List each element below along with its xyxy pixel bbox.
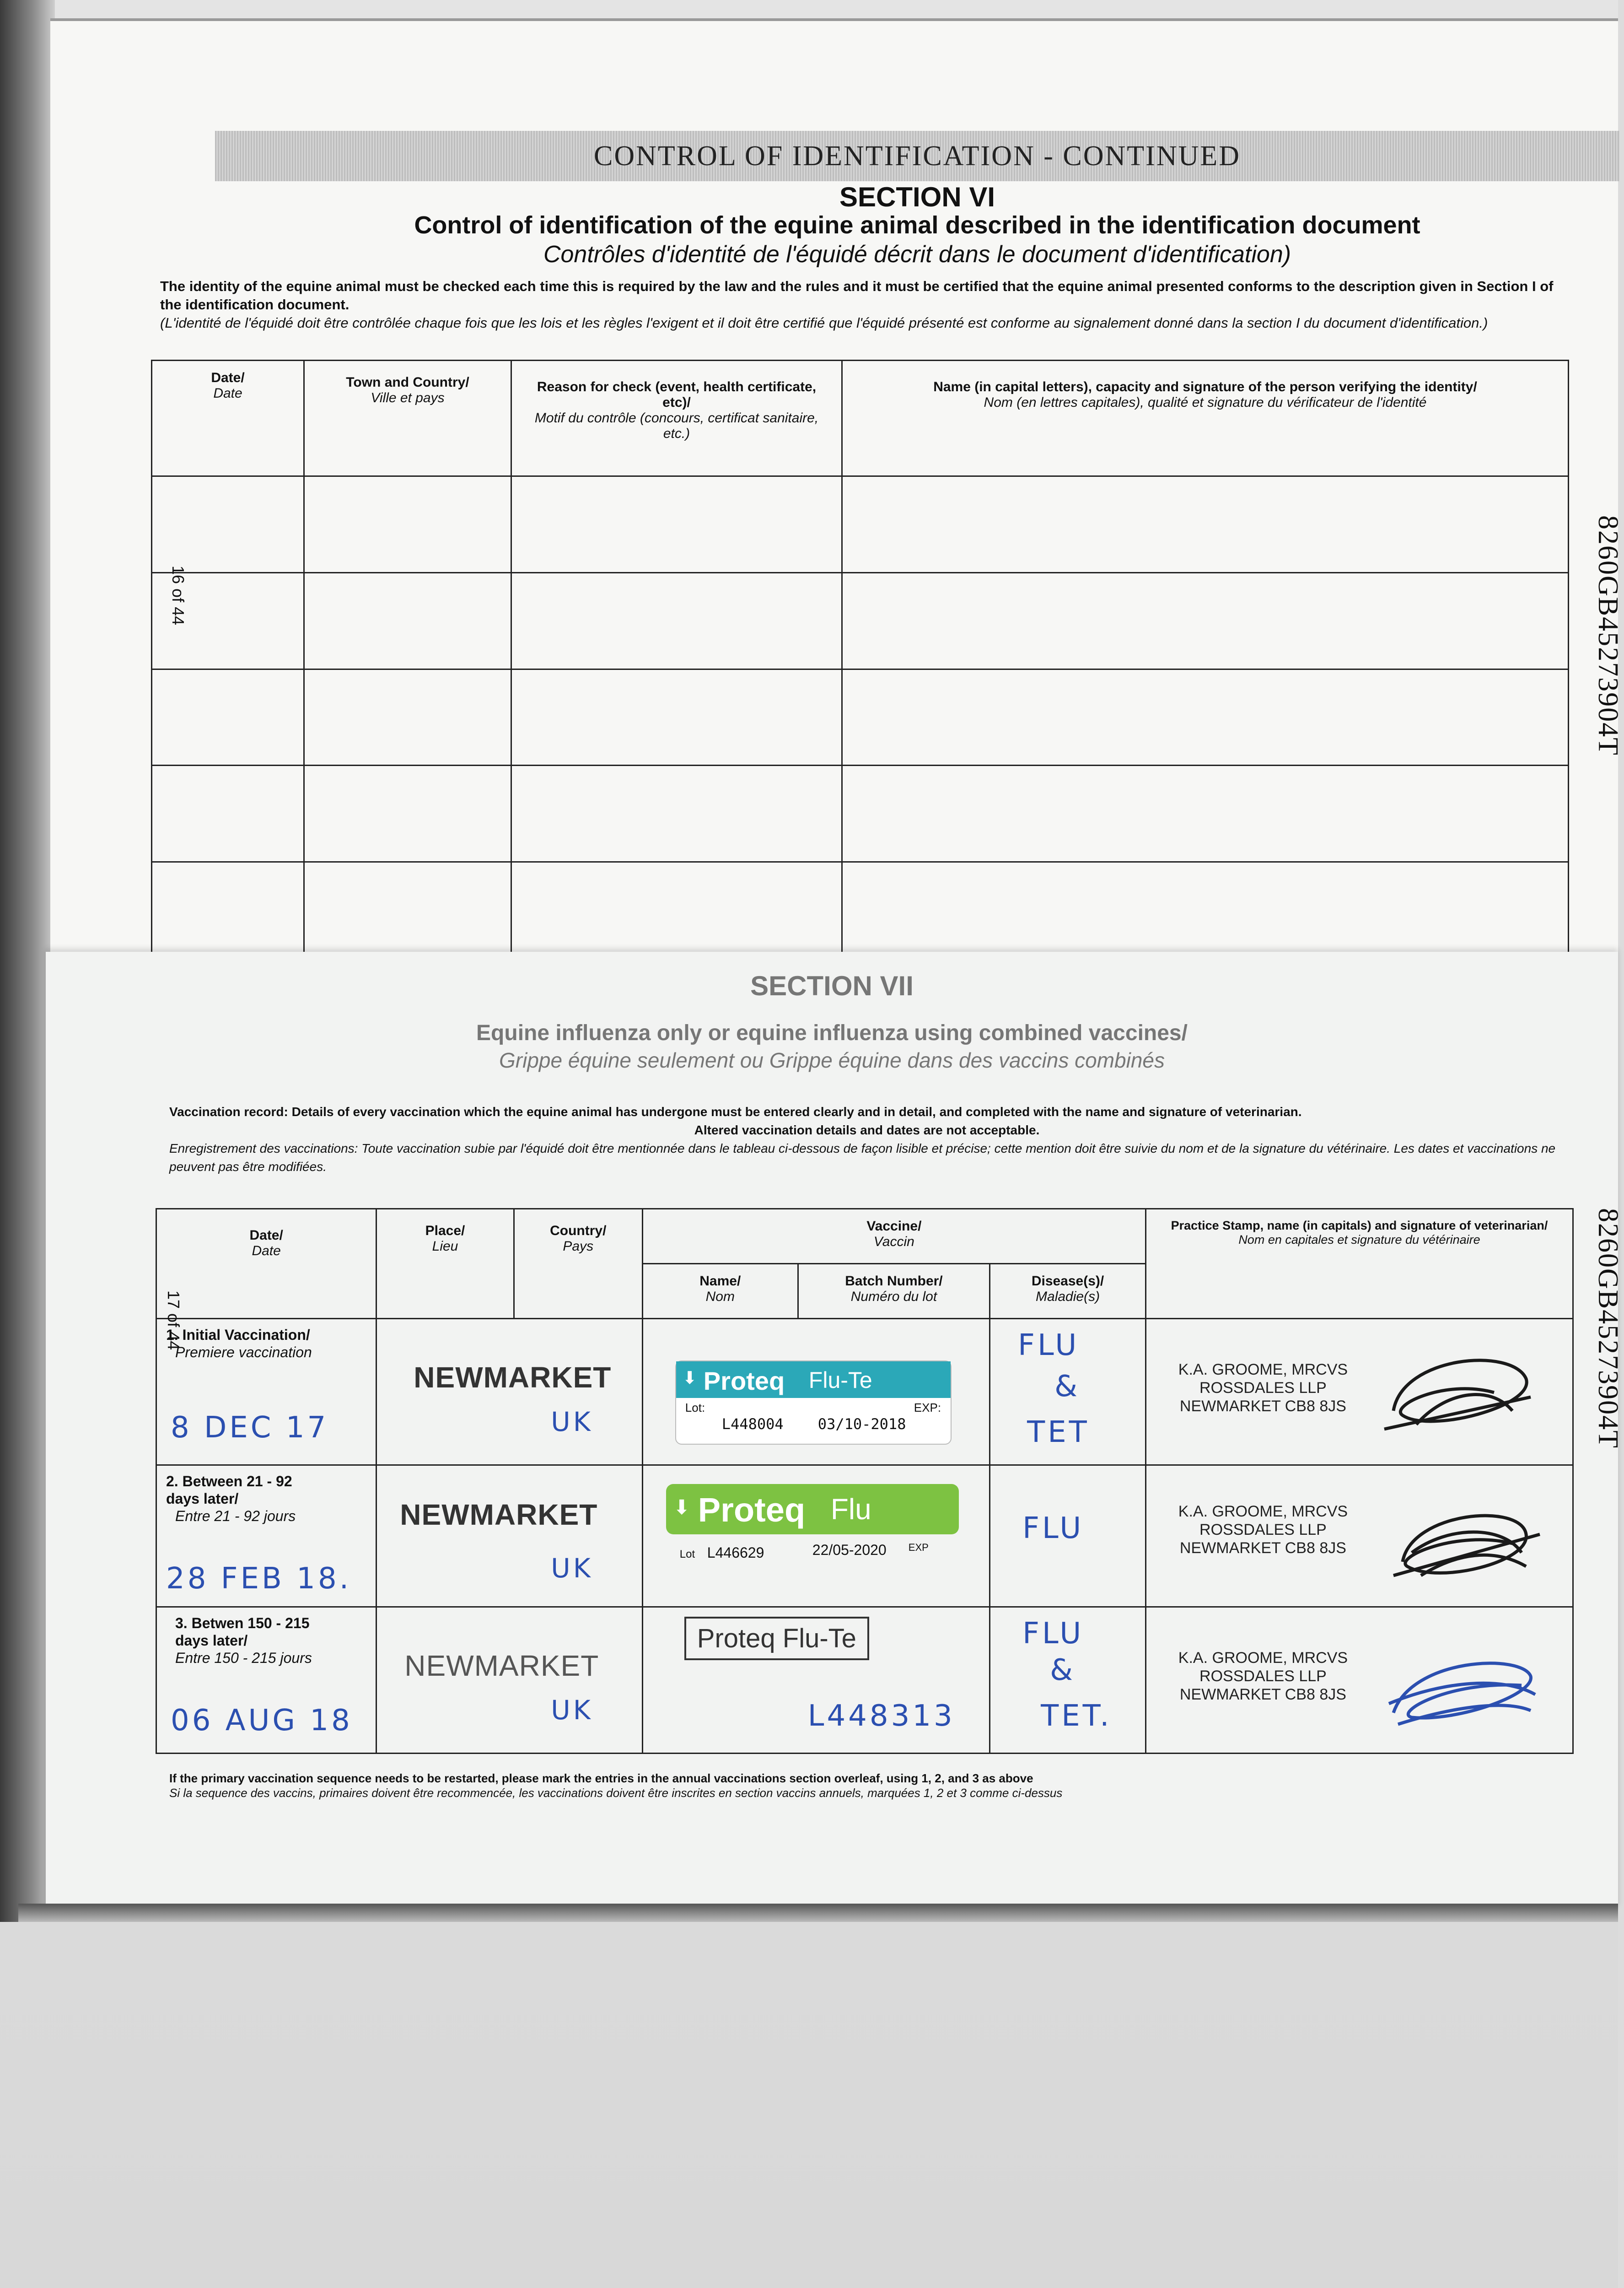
- section-6-subtitle-fr: Contrôles d'identité de l'équidé décrit dans le document d'identification): [543, 241, 1291, 268]
- vet-name: K.A. GROOME, MRCVS: [1178, 1649, 1348, 1667]
- disease-line-1: FLU: [1018, 1328, 1080, 1362]
- handwritten-country: UK: [551, 1553, 593, 1584]
- footnote-en: If the primary vaccination sequence needs to be restarted, please mark the entries in the annual vaccinations section overleaf, using 1, 2, and 3 as above: [169, 1771, 1033, 1785]
- disease-line-1: FLU: [1022, 1617, 1084, 1651]
- col-vaccine-en: Vaccine/: [866, 1219, 922, 1234]
- vet-address: NEWMARKET CB8 8JS: [1179, 1398, 1346, 1415]
- vet-stamp: [1156, 1502, 1371, 1557]
- footnote-fr: Si la sequence des vaccins, primaires doivent être recommencée, les vaccinations doivent être inscrites en section vaccins annuels, marquées 1, 2 et 3 comme ci-dessus: [169, 1786, 1063, 1800]
- vet-address: NEWMARKET CB8 8JS: [1179, 1686, 1346, 1703]
- col-reason-en: Reason for check (event, health certificate, etc)/: [537, 379, 817, 410]
- col-date-fr: Date: [213, 386, 242, 401]
- col-name-en: Name/: [699, 1274, 741, 1289]
- page-17: [46, 952, 1624, 1908]
- col-reason-fr: Motif du contrôle (concours, certificat sanitaire, etc.): [534, 410, 819, 441]
- handwritten-country: UK: [551, 1406, 593, 1437]
- handwritten-date: 06 AUG 18: [171, 1704, 353, 1738]
- cell-disease[interactable]: [990, 1465, 1146, 1607]
- col-date-header: [152, 361, 304, 476]
- section-6-title: SECTION VI: [839, 182, 995, 212]
- cell-reason[interactable]: [511, 669, 842, 766]
- vaccine-label-band: [676, 1361, 951, 1398]
- place-stamp: NEWMARKET: [400, 1498, 598, 1531]
- col-date-en: Date/: [211, 370, 245, 385]
- table-row: [152, 476, 1569, 572]
- vaccination-record-en: Vaccination record: Details of every vaccination which the equine animal has undergone must be entered clearly and in detail, and completed with the name and signature of veterinarian.: [169, 1105, 1302, 1119]
- signature-icon: [1375, 1338, 1549, 1447]
- signature-icon: [1375, 1630, 1549, 1740]
- col-vet-en: Practice Stamp, name (in capitals) and signature of veterinarian/: [1171, 1219, 1548, 1232]
- col-disease-fr: Maladie(s): [1036, 1289, 1100, 1304]
- handwritten-date: 28 FEB 18.: [166, 1562, 352, 1596]
- vet-practice: ROSSDALES LLP: [1199, 1521, 1327, 1538]
- page-16: [50, 18, 1624, 959]
- lot-label: Lot: [679, 1548, 695, 1560]
- col-batch-fr: Numéro du lot: [850, 1289, 937, 1304]
- row-label-en: 3. Betwen 150 - 215 days later/: [175, 1615, 310, 1649]
- cell-date[interactable]: [152, 669, 304, 766]
- batch-number: L446629: [707, 1544, 764, 1561]
- cell-reason[interactable]: [511, 476, 842, 572]
- col-vaccine-header: [642, 1209, 1145, 1264]
- section-7-title: SECTION VII: [750, 971, 914, 1001]
- cell-place-country[interactable]: [376, 1607, 643, 1754]
- col-town-header: [304, 361, 511, 476]
- expiry-date: 03/10-2018: [817, 1415, 906, 1433]
- vet-practice: ROSSDALES LLP: [1199, 1379, 1327, 1397]
- section-banner: CONTROL OF IDENTIFICATION - CONTINUED: [215, 131, 1619, 181]
- col-date-header: [156, 1209, 376, 1319]
- cell-town[interactable]: [304, 862, 511, 959]
- cell-date[interactable]: [152, 476, 304, 572]
- cell-town[interactable]: [304, 572, 511, 669]
- document-id: 8260GB45273904T: [1592, 515, 1624, 756]
- section-6-intro-fr: (L'identité de l'équidé doit être contrôlée chaque fois que les lois et les règles l'exigent et il doit être certifié que l'équidé présenté est conforme au signalement donné dans la section I du document d'identification.): [160, 315, 1488, 331]
- section-7-subtitle-en: Equine influenza only or equine influenza using combined vaccines/: [476, 1021, 1188, 1045]
- col-date-fr: Date: [252, 1243, 281, 1258]
- handwritten-batch: L448313: [807, 1699, 955, 1733]
- table-row: [152, 669, 1569, 766]
- col-country-en: Country/: [550, 1223, 607, 1238]
- section-7-subtitle-fr: Grippe équine seulement ou Grippe équine dans des vaccins combinés: [499, 1048, 1165, 1072]
- col-place-fr: Lieu: [432, 1239, 458, 1254]
- document-id: 8260GB45273904T: [1592, 1208, 1624, 1449]
- cell-verifier[interactable]: [842, 476, 1569, 572]
- vaccination-record-fr: Enregistrement des vaccinations: Toute vaccination subie par l'équidé doit être mentionnée dans le tableau ci-dessous de façon lisible et précise; cette mention doit être suivie du nom et de la signature du vétérinaire. Les dates et vaccinations ne peuvent pas être modifiées.: [169, 1141, 1556, 1174]
- col-date-en: Date/: [249, 1228, 283, 1243]
- vet-stamp: [1156, 1360, 1371, 1415]
- table-row: [152, 862, 1569, 959]
- cell-reason[interactable]: [511, 572, 842, 669]
- place-stamp: NEWMARKET: [414, 1361, 612, 1394]
- row-label-en: 1. Initial Vaccination/: [166, 1327, 310, 1343]
- table-row: [156, 1607, 1573, 1754]
- col-vet-fr: Nom en capitales et signature du vétérinaire: [1238, 1233, 1480, 1247]
- page-number: 16 of 44: [169, 566, 188, 626]
- table-row: [156, 1465, 1573, 1607]
- col-place-en: Place/: [425, 1223, 465, 1238]
- cell-vaccine-label[interactable]: [642, 1465, 989, 1607]
- section-6-subtitle-en: Control of identification of the equine animal described in the identification document: [414, 211, 1420, 239]
- disease-line-3: TET.: [1041, 1699, 1112, 1733]
- handwritten-date: 8 DEC 17: [171, 1411, 329, 1445]
- row-label-fr: Entre 150 - 215 jours: [175, 1650, 312, 1666]
- cell-date[interactable]: [152, 862, 304, 959]
- vaccine-label-sticker: [675, 1360, 952, 1445]
- col-vaccine-fr: Vaccin: [873, 1234, 914, 1249]
- col-place-header: [376, 1209, 514, 1319]
- page-number: 17 of 44: [164, 1290, 183, 1350]
- cell-vaccine-label[interactable]: [642, 1607, 989, 1754]
- signature-icon: [1375, 1484, 1549, 1594]
- cell-vet[interactable]: [1145, 1465, 1573, 1607]
- handwritten-country: UK: [551, 1694, 593, 1726]
- cell-disease[interactable]: [990, 1607, 1146, 1754]
- vaccine-suffix: Flu-Te: [808, 1367, 872, 1393]
- arrow-icon: ⬇: [673, 1496, 690, 1519]
- vaccine-name-stamp: Proteq Flu-Te: [684, 1617, 869, 1660]
- section-6-intro-en: The identity of the equine animal must be checked each time this is required by the law and the rules and it must be certified that the equine animal presented conforms to the description given in Section I of the identification document.: [160, 278, 1554, 313]
- vaccine-label-sticker: [666, 1484, 959, 1576]
- cell-place-country[interactable]: [376, 1465, 643, 1607]
- place-stamp: NEWMARKET: [404, 1649, 599, 1682]
- col-verifier-header: [842, 361, 1569, 476]
- cell-date[interactable]: [156, 1607, 376, 1754]
- cell-vet[interactable]: [1145, 1607, 1573, 1754]
- col-verifier-en: Name (in capital letters), capacity and signature of the person verifying the identity/: [933, 379, 1477, 394]
- vaccine-brand: Proteq: [698, 1491, 806, 1529]
- page-bottom-shadow: [18, 1904, 1618, 1922]
- col-vet-header: [1145, 1209, 1573, 1319]
- cell-date[interactable]: [156, 1465, 376, 1607]
- cell-date[interactable]: [152, 766, 304, 862]
- exp-label: EXP:: [914, 1401, 941, 1414]
- disease-line-3: TET: [1027, 1415, 1090, 1449]
- row-label-fr: Entre 21 - 92 jours: [175, 1508, 296, 1524]
- table-row: [152, 766, 1569, 862]
- col-town-en: Town and Country/: [346, 375, 469, 390]
- vaccination-record-en-2: Altered vaccination details and dates are not acceptable.: [694, 1123, 1040, 1137]
- cell-date[interactable]: [156, 1319, 376, 1465]
- col-country-header: [514, 1209, 642, 1319]
- col-batch-header: [798, 1264, 989, 1319]
- vet-stamp: [1156, 1649, 1371, 1704]
- batch-number: L448004: [721, 1415, 784, 1433]
- disease-line-2: &: [1054, 1370, 1081, 1403]
- vaccine-suffix: Flu: [830, 1493, 871, 1526]
- vet-practice: ROSSDALES LLP: [1199, 1667, 1327, 1685]
- vet-name: K.A. GROOME, MRCVS: [1178, 1361, 1348, 1378]
- lot-label: Lot:: [685, 1401, 705, 1414]
- cell-verifier[interactable]: [842, 572, 1569, 669]
- col-disease-en: Disease(s)/: [1031, 1274, 1104, 1289]
- cell-place-country[interactable]: [376, 1319, 643, 1465]
- arrow-icon: ⬇: [682, 1369, 697, 1388]
- vaccine-label-band: [666, 1484, 959, 1534]
- cell-reason[interactable]: [511, 766, 842, 862]
- table-row: [152, 572, 1569, 669]
- cell-disease[interactable]: [990, 1319, 1146, 1465]
- col-town-fr: Ville et pays: [371, 390, 445, 405]
- vaccination-table: [156, 1208, 1574, 1754]
- disease-line-1: FLU: [1022, 1511, 1084, 1545]
- vet-name: K.A. GROOME, MRCVS: [1178, 1503, 1348, 1520]
- disease-line-2: &: [1050, 1653, 1076, 1687]
- cell-verifier[interactable]: [842, 669, 1569, 766]
- cell-town[interactable]: [304, 476, 511, 572]
- col-batch-en: Batch Number/: [845, 1274, 943, 1289]
- vet-address: NEWMARKET CB8 8JS: [1179, 1539, 1346, 1557]
- expiry-date: 22/05-2020: [812, 1542, 887, 1558]
- cell-town[interactable]: [304, 766, 511, 862]
- col-country-fr: Pays: [563, 1239, 594, 1254]
- cell-reason[interactable]: [511, 862, 842, 959]
- row-label-fr: Premiere vaccination: [175, 1344, 312, 1360]
- cell-verifier[interactable]: [842, 766, 1569, 862]
- cell-vaccine-label[interactable]: [642, 1319, 989, 1465]
- cell-vet[interactable]: [1145, 1319, 1573, 1465]
- cell-town[interactable]: [304, 669, 511, 766]
- row-label-en: 2. Between 21 - 92 days later/: [166, 1473, 292, 1507]
- vaccine-brand: Proteq: [703, 1366, 785, 1395]
- identity-check-table: [151, 360, 1569, 959]
- table-row: [156, 1319, 1573, 1465]
- cell-verifier[interactable]: [842, 862, 1569, 959]
- col-disease-header: [990, 1264, 1146, 1319]
- col-name-header: [642, 1264, 798, 1319]
- col-name-fr: Nom: [705, 1289, 735, 1304]
- exp-label: EXP: [908, 1542, 929, 1553]
- col-verifier-fr: Nom (en lettres capitales), qualité et signature du vérificateur de l'identité: [984, 395, 1427, 410]
- col-reason-header: [511, 361, 842, 476]
